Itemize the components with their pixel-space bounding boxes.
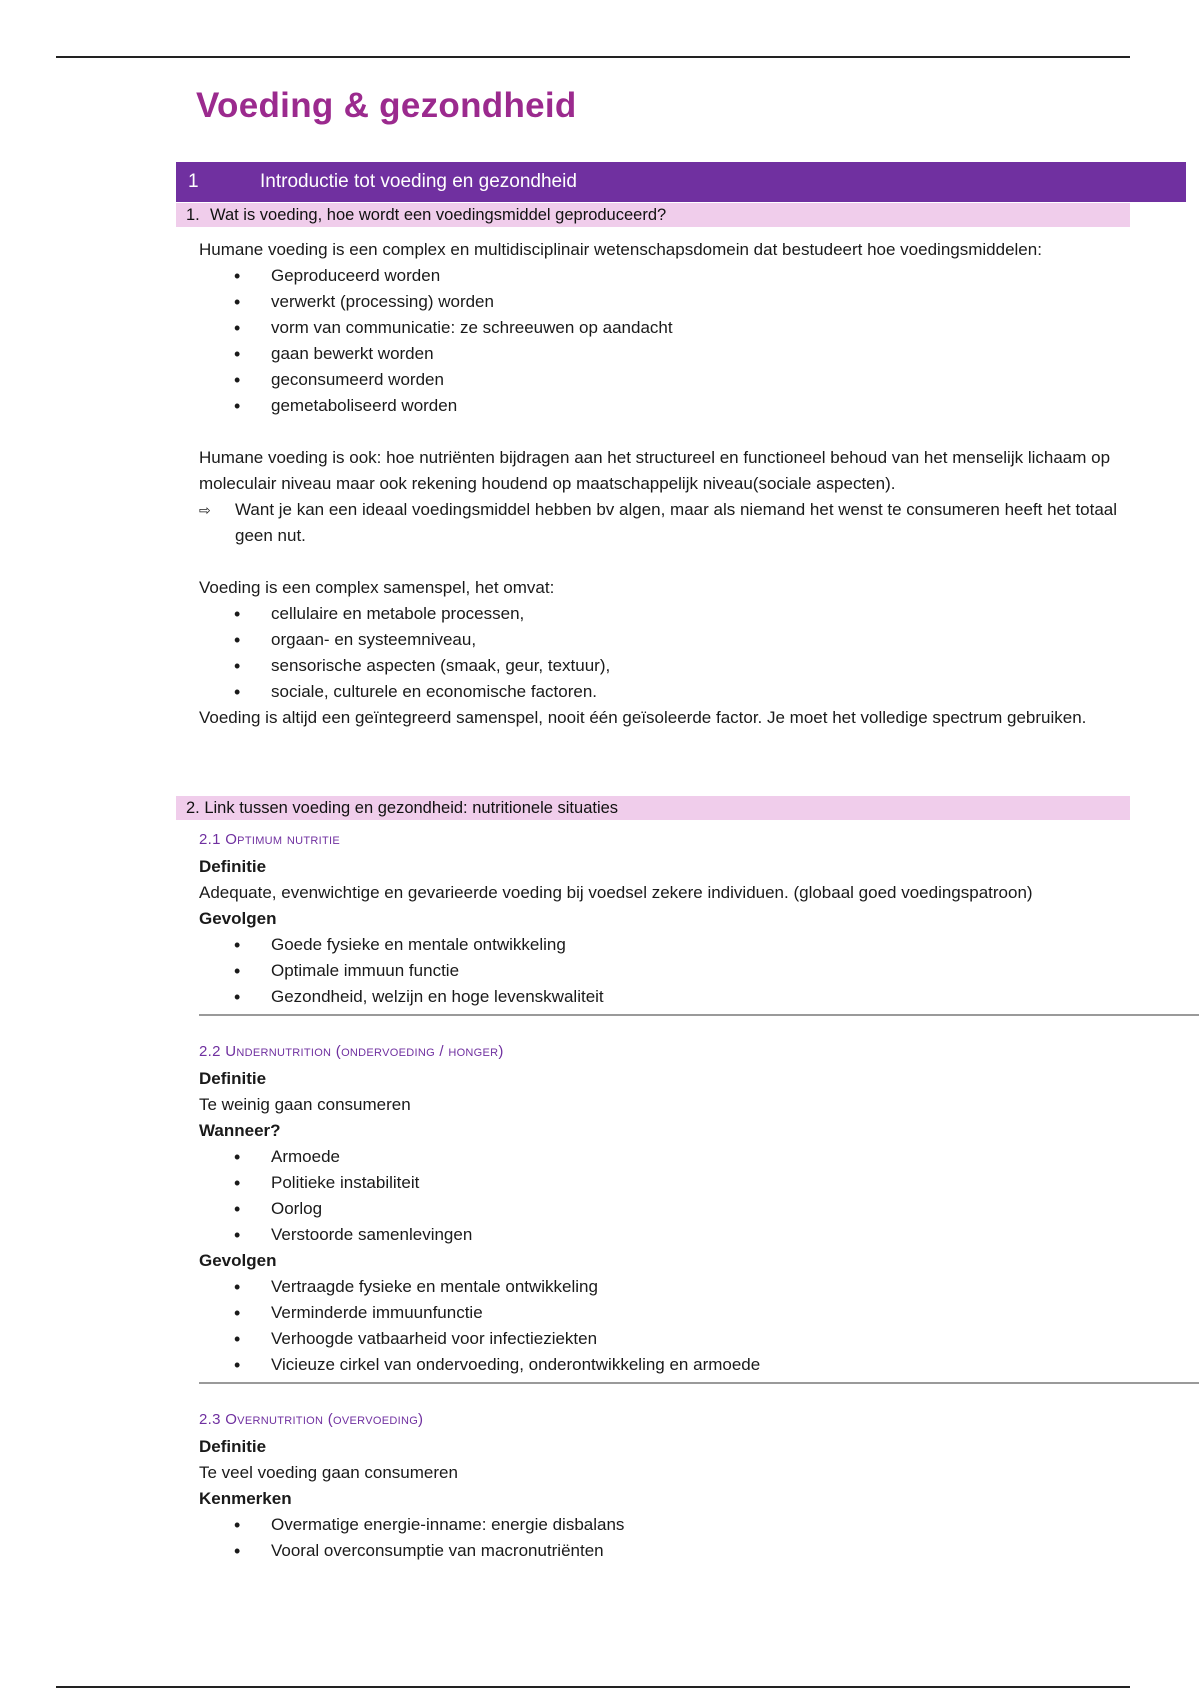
bullet-icon: • (234, 630, 241, 650)
wanneer-label: Wanneer? (199, 1121, 281, 1140)
arrow-note (199, 497, 1129, 549)
list-item: • Gezondheid, welzijn en hoge levenskwaliteit (199, 984, 1129, 1010)
gevolgen-label: Gevolgen (199, 909, 277, 928)
bullet-icon: • (234, 1173, 241, 1193)
bullet-icon: • (234, 961, 241, 981)
list-item: • gemetaboliseerd worden (199, 393, 1129, 419)
kenmerken-list (199, 1512, 1129, 1564)
subsection-2-1-title: 2.1 Optimum nutritie (199, 831, 340, 848)
list-item: • Vertraagde fysieke en mentale ontwikkeling (199, 1274, 1129, 1300)
bullet-icon: • (234, 1329, 241, 1349)
header-rule (56, 56, 1130, 58)
section-1-body (199, 237, 1129, 731)
definition-text: Te veel voeding gaan consumeren (199, 1463, 458, 1482)
bullet-icon: • (234, 987, 241, 1007)
list-item: • vorm van communicatie: ze schreeuwen op aandacht (199, 315, 1129, 341)
bullet-icon: • (234, 935, 241, 955)
kenmerken-label: Kenmerken (199, 1489, 292, 1508)
list-item: • sociale, culturele en economische factoren. (199, 679, 1129, 705)
gevolgen-list (199, 1274, 1129, 1378)
list-item: • Verminderde immuunfunctie (199, 1300, 1129, 1326)
subsection-2-2-title: 2.2 Undernutrition (ondervoeding / honger) (199, 1043, 504, 1060)
definition-text: Te weinig gaan consumeren (199, 1095, 411, 1114)
bullet-icon: • (234, 1541, 241, 1561)
list-item: • Optimale immuun functie (199, 958, 1129, 984)
list-item: • sensorische aspecten (smaak, geur, textuur), (199, 653, 1129, 679)
section-2-label: 2. Link tussen voeding en gezondheid: nutritionele situaties (186, 798, 619, 817)
list-item: • Politieke instabiliteit (199, 1170, 1129, 1196)
production-list (199, 263, 1129, 419)
definitie-label: Definitie (199, 1437, 267, 1456)
list-item: • Verstoorde samenlevingen (199, 1222, 1129, 1248)
section-2-heading (176, 796, 1130, 820)
list-item: • orgaan- en systeemniveau, (199, 627, 1129, 653)
bullet-icon: • (234, 318, 241, 338)
section-1-heading (176, 203, 1130, 227)
section-2-body (199, 828, 1129, 1564)
section-1-number: 1. (186, 205, 200, 224)
gevolgen-label: Gevolgen (199, 1251, 277, 1270)
section-1-label: Wat is voeding, hoe wordt een voedingsmiddel geproduceerd? (210, 205, 667, 224)
intro-paragraph: Humane voeding is een complex en multidisciplinair wetenschapsdomein dat bestudeert hoe voedingsmiddelen: (199, 240, 1042, 259)
bullet-icon: • (234, 344, 241, 364)
wanneer-list (199, 1144, 1129, 1248)
definitie-label: Definitie (199, 1069, 267, 1088)
paragraph-2: Humane voeding is ook: hoe nutriënten bijdragen aan het structureel en functioneel behoud van het menselijk lichaam op moleculair niveau maar ook rekening houdend op maatschappelijk niveau(sociale aspecten). (199, 448, 1111, 493)
gevolgen-list (199, 932, 1129, 1010)
bullet-icon: • (234, 1303, 241, 1323)
bullet-icon: • (234, 1225, 241, 1245)
definitie-label: Definitie (199, 857, 267, 876)
subsection-2-3-title: 2.3 Overnutrition (overvoeding) (199, 1411, 424, 1428)
arrow-right-icon: ⇨ (199, 502, 211, 518)
bullet-icon: • (234, 1277, 241, 1297)
list-item: • Vooral overconsumptie van macronutriënten (199, 1538, 1129, 1564)
bullet-icon: • (234, 1515, 241, 1535)
chapter-heading (176, 162, 1186, 202)
paragraph-3: Voeding is een complex samenspel, het omvat: (199, 578, 555, 597)
footer-rule (56, 1686, 1130, 1688)
list-item: • Armoede (199, 1144, 1129, 1170)
complexity-list (199, 601, 1129, 705)
bullet-icon: • (234, 1199, 241, 1219)
list-item: • Oorlog (199, 1196, 1129, 1222)
list-item: • Goede fysieke en mentale ontwikkeling (199, 932, 1129, 958)
chapter-number: 1 (188, 171, 199, 192)
list-item: • Verhoogde vatbaarheid voor infectieziekten (199, 1326, 1129, 1352)
bullet-icon: • (234, 396, 241, 416)
list-item: • Overmatige energie-inname: energie disbalans (199, 1512, 1129, 1538)
bullet-icon: • (234, 1147, 241, 1167)
bullet-icon: • (234, 292, 241, 312)
list-item: • Geproduceerd worden (199, 263, 1129, 289)
bullet-icon: • (234, 266, 241, 286)
bullet-icon: • (234, 1355, 241, 1375)
definition-text: Adequate, evenwichtige en gevarieerde voeding bij voedsel zekere individuen. (globaal goed voedingspatroon) (199, 883, 1033, 902)
paragraph-4: Voeding is altijd een geïntegreerd samenspel, nooit één geïsoleerde factor. Je moet het volledige spectrum gebruiken. (199, 708, 1087, 727)
list-item: • geconsumeerd worden (199, 367, 1129, 393)
bullet-icon: • (234, 656, 241, 676)
bullet-icon: • (234, 604, 241, 624)
list-item: • cellulaire en metabole processen, (199, 601, 1129, 627)
chapter-label: Introductie tot voeding en gezondheid (260, 171, 577, 192)
arrow-note-text: Want je kan een ideaal voedingsmiddel hebben bv algen, maar als niemand het wenst te consumeren heeft het totaal geen nut. (235, 500, 1118, 545)
list-item: • Vicieuze cirkel van ondervoeding, onderontwikkeling en armoede (199, 1352, 1129, 1378)
document-title: Voeding & gezondheid (196, 86, 577, 125)
bullet-icon: • (234, 682, 241, 702)
list-item: • verwerkt (processing) worden (199, 289, 1129, 315)
list-item: • gaan bewerkt worden (199, 341, 1129, 367)
bullet-icon: • (234, 370, 241, 390)
